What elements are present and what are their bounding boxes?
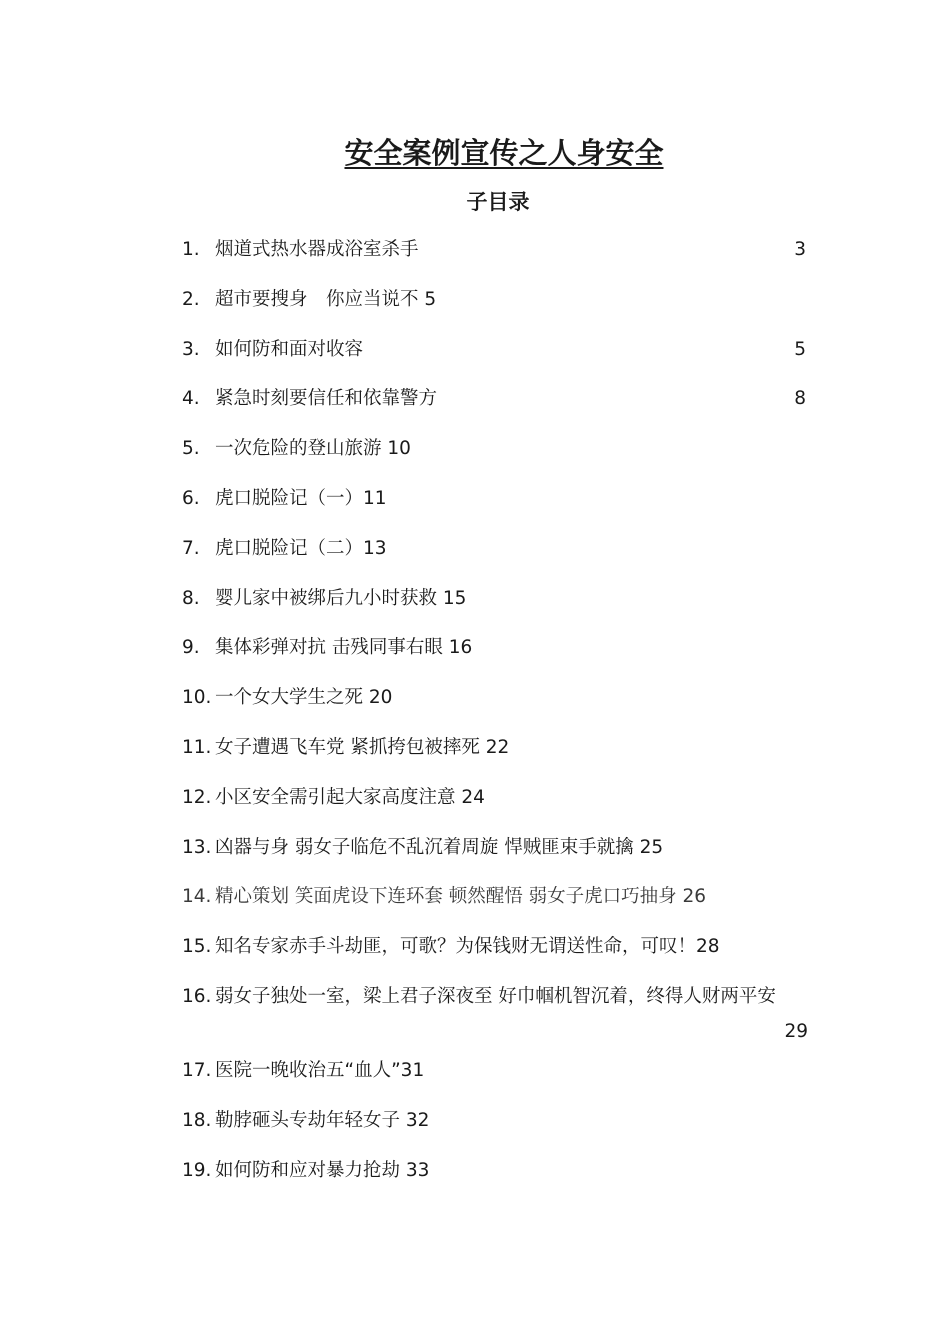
toc-number: 7. bbox=[182, 537, 200, 559]
toc-title: 超市要搜身 你应当说不 5 bbox=[215, 288, 437, 310]
toc-number: 8. bbox=[182, 587, 200, 609]
toc-entry-18[interactable] bbox=[182, 1107, 806, 1157]
toc-entry-17[interactable] bbox=[182, 1057, 806, 1107]
toc-number: 18. bbox=[182, 1110, 212, 1132]
toc-number: 10. bbox=[182, 687, 212, 709]
toc-title: 如何防和面对收容 bbox=[215, 338, 364, 360]
toc-entry-4[interactable] bbox=[182, 385, 806, 435]
toc-entry-8[interactable] bbox=[182, 585, 806, 635]
toc-entry-14[interactable] bbox=[182, 883, 806, 933]
toc-number: 9. bbox=[182, 637, 200, 659]
toc-title: 集体彩弹对抗 击残同事右眼 16 bbox=[215, 637, 473, 659]
toc-title: 虎口脱险记（二）13 bbox=[215, 537, 387, 559]
toc-title: 一个女大学生之死 20 bbox=[215, 687, 393, 709]
toc-entry-7[interactable] bbox=[182, 535, 806, 585]
toc-entry-9[interactable] bbox=[182, 634, 806, 684]
toc-number: 17. bbox=[182, 1060, 212, 1082]
toc-number: 19. bbox=[182, 1160, 212, 1182]
toc-entry-1[interactable] bbox=[182, 236, 806, 286]
toc-title: 如何防和应对暴力抢劫 33 bbox=[215, 1160, 430, 1182]
toc-title: 精心策划 笑面虎设下连环套 顿然醒悟 弱女子虎口巧抽身 26 bbox=[215, 886, 707, 908]
toc-title: 弱女子独处一室，梁上君子深夜至 好巾帼机智沉着，终得人财两平安 bbox=[215, 985, 776, 1007]
toc-number: 12. bbox=[182, 786, 212, 808]
toc-number: 5. bbox=[182, 438, 200, 460]
toc-title: 勒脖砸头专劫年轻女子 32 bbox=[215, 1110, 430, 1132]
toc-number: 14. bbox=[182, 886, 212, 908]
toc-entry-13[interactable] bbox=[182, 834, 806, 884]
toc-number: 4. bbox=[182, 388, 200, 410]
toc-title: 小区安全需引起大家高度注意 24 bbox=[215, 786, 485, 808]
toc-entry-16[interactable] bbox=[182, 983, 806, 1058]
toc-page-number: 29 bbox=[784, 1020, 808, 1042]
toc-number: 6. bbox=[182, 487, 200, 509]
toc-entry-15[interactable] bbox=[182, 933, 806, 983]
toc-title: 婴儿家中被绑后九小时获救 15 bbox=[215, 587, 467, 609]
toc-entry-6[interactable] bbox=[182, 485, 806, 535]
toc-entry-12[interactable] bbox=[182, 784, 806, 834]
toc-title: 知名专家赤手斗劫匪，可歌？为保钱财无谓送性命，可叹！28 bbox=[215, 936, 720, 958]
toc-number: 11. bbox=[182, 736, 212, 758]
toc-entry-19[interactable] bbox=[182, 1157, 806, 1207]
toc-entry-11[interactable] bbox=[182, 734, 806, 784]
toc-entry-5[interactable] bbox=[182, 435, 806, 485]
toc-title: 紧急时刻要信任和依靠警方 bbox=[215, 388, 438, 410]
toc-title: 虎口脱险记（一）11 bbox=[215, 487, 387, 509]
toc-entry-3[interactable] bbox=[182, 336, 806, 386]
toc-page-number: 8 bbox=[794, 388, 806, 410]
toc-number: 16. bbox=[182, 985, 212, 1007]
toc-number: 15. bbox=[182, 936, 212, 958]
toc-title: 烟道式热水器成浴室杀手 bbox=[215, 239, 419, 260]
toc-number: 1. bbox=[182, 239, 200, 260]
toc-title: 凶器与身 弱女子临危不乱沉着周旋 悍贼匪束手就擒 25 bbox=[215, 836, 664, 858]
toc-number: 3. bbox=[182, 338, 200, 360]
document-title: 安全案例宣传之人身安全 bbox=[344, 136, 664, 170]
toc-title: 医院一晚收治五“血人”31 bbox=[215, 1060, 425, 1082]
toc-number: 13. bbox=[182, 836, 212, 858]
table-of-contents bbox=[182, 236, 806, 1207]
toc-number: 2. bbox=[182, 288, 200, 310]
toc-entry-2[interactable] bbox=[182, 286, 806, 336]
toc-page-number: 3 bbox=[794, 239, 806, 260]
document-subtitle: 子目录 bbox=[466, 190, 530, 214]
toc-page-number: 5 bbox=[794, 338, 806, 360]
toc-title: 一次危险的登山旅游 10 bbox=[215, 438, 411, 460]
toc-entry-10[interactable] bbox=[182, 684, 806, 734]
toc-title: 女子遭遇飞车党 紧抓挎包被摔死 22 bbox=[215, 736, 510, 758]
